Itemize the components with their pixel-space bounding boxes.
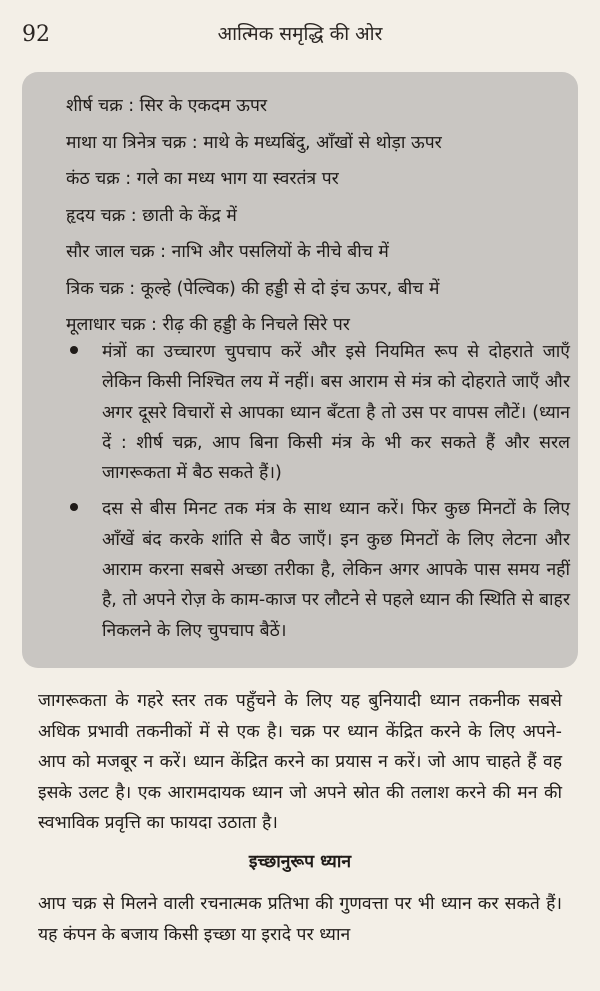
body-paragraph-2: आप चक्र से मिलने वाली रचनात्मक प्रतिभा की गुणवत्ता पर भी ध्यान कर सकते हैं। यह कंपन के बजाय किसी इच्छा या इरादे पर ध्यान (38, 894, 562, 945)
chakra-line-solar-plexus: सौर जाल चक्र : नाभि और पसलियों के नीचे बीच में (66, 242, 389, 262)
chakra-line-root: मूलाधार चक्र : रीढ़ की हड्डी के निचले सिरे पर (66, 315, 350, 335)
page-number: 92 (22, 22, 50, 47)
bullet-text: मंत्रों का उच्चारण चुपचाप करें और इसे नियमित रूप से दोहराते जाएँ लेकिन किसी निश्चित लय में नहीं। बस आराम से मंत्र को दोहराते जाएँ और अगर दूसरे विचारों से आपका ध्यान बँटता है तो उस पर वापस लौटें। (ध्यान दें : शीर्ष चक्र, आप बिना किसी मंत्र के भी कर सकते हैं और सरल जागरूकता में बैठ सकते हैं।) (102, 342, 570, 484)
running-title: आत्मिक समृद्धि की ओर (217, 23, 383, 45)
bullet-text: दस से बीस मिनट तक मंत्र के साथ ध्यान करें। फिर कुछ मिनटों के लिए आँखें बंद करके शांति से बैठ जाएँ। इन कुछ मिनटों के लिए लेटना और आराम करना सबसे अच्छा तरीका है, लेकिन अगर आपके पास समय नहीं है, तो अपने रोज़ के काम-काज पर लौटने से पहले ध्यान की स्थिति से बाहर निकलने के लिए चुपचाप बैठें। (102, 499, 570, 641)
chakra-line-throat: कंठ चक्र : गले का मध्य भाग या स्वरतंत्र पर (66, 169, 339, 189)
chakra-line-crown: शीर्ष चक्र : सिर के एकदम ऊपर (66, 96, 268, 116)
bullet-item (70, 494, 570, 645)
bullet-item (70, 337, 570, 488)
chakra-line-third-eye: माथा या त्रिनेत्र चक्र : माथे के मध्यबिंदु, आँखों से थोड़ा ऊपर (66, 132, 442, 153)
chakra-line-heart: हृदय चक्र : छाती के केंद्र में (66, 205, 237, 226)
bullet-icon (70, 503, 78, 511)
bullet-icon (70, 346, 78, 354)
body-paragraph: जागरूकता के गहरे स्तर तक पहुँचने के लिए यह बुनियादी ध्यान तकनीक सबसे अधिक प्रभावी तकनीकों में से एक है। चक्र पर ध्यान केंद्रित करने के लिए अपने-आप को मजबूर न करें। ध्यान केंद्रित करने का प्रयास न करें। जो आप चाहते हैं वह इसके उलट है। एक आरामदायक ध्यान जो अपने स्रोत की तलाश करने की मन की स्वभाविक प्रवृत्ति का फायदा उठाता है। (38, 691, 562, 833)
chakra-list (66, 88, 566, 344)
chakra-line-sacral: त्रिक चक्र : कूल्हे (पेल्विक) की हड्डी से दो इंच ऊपर, बीच में (66, 278, 440, 299)
section-heading: इच्छानुरूप ध्यान (248, 852, 352, 872)
instruction-bullets (70, 337, 570, 652)
